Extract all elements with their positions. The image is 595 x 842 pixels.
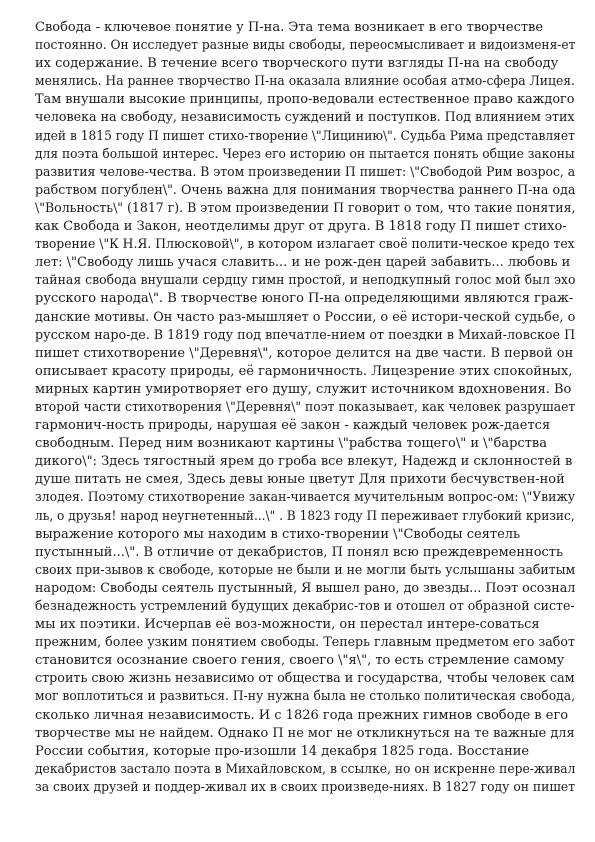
text-line: русского народа\". В творчестве юного П-на определяющими являются граж- — [35, 291, 574, 307]
text-line: прежним, более узким понятием свободы. Теперь главным предметом его забот — [35, 635, 575, 651]
text-line: выражение которого мы находим в стихо-творении \"Свободы сеятель — [35, 526, 521, 542]
text-line: постоянно. Он исследует разные виды свободы, переосмысливает и видоизменя-ет — [35, 38, 576, 54]
text-line: мы их поэтики. Исчерпав её воз-можности, он перестал интере-соваться — [35, 617, 540, 633]
text-line: менялись. На раннее творчество П-на оказала влияние особая атмо-сфера Лицея. — [35, 74, 575, 90]
text-line: лет: \"Свободу лишь учася славить... и не рож-ден царей забавить... любовь и — [35, 255, 571, 271]
text-line: идей в 1815 году П пишет стихо-творение \"Лицинию\". Судьба Рима представляет — [35, 128, 575, 144]
text-line: второй части стихотворения \"Деревня\" поэт показывает, как человек разрушает — [35, 399, 576, 415]
text-line: народом: Свободы сеятель пустынный, Я вышел рано, до звезды... Поэт осознал — [35, 580, 576, 596]
text-line: мог воплотиться и развиться. П-ну нужна была не столько политическая свобода, — [35, 689, 575, 705]
text-line: человека на свободу, независимость суждений и поступков. Под влиянием этих — [35, 110, 575, 126]
text-line: декабристов застало поэта в Михайловском, в ссылке, но он искренне пере-живал — [35, 761, 576, 777]
text-line: рабством погублен\". Очень важна для понимания творчества раннего П-на ода — [35, 182, 576, 198]
text-line: творение \"К Н.Я. Плюсковой\", в котором излагает своё полити-ческое кредо тех — [35, 237, 575, 253]
text-line: пустынный...\". В отличие от декабристов, П понял всю преждевременность — [35, 544, 564, 560]
document-body — [35, 19, 575, 797]
text-line: Там внушали высокие принципы, пропо-ведовали естественное право каждого — [35, 92, 575, 108]
text-line: Свобода - ключевое понятие у П-на. Эта тема возникает в его творчестве — [35, 20, 544, 35]
text-line: мирных картин умиротворяет его душу, служит источником вдохновения. Во — [35, 381, 572, 397]
text-line: пишет стихотворение \"Деревня\", которое делится на две части. В первой он — [35, 345, 574, 361]
text-line: дикого\": Здесь тягостный ярем до гроба все влекут, Надежд и склонностей в — [35, 454, 573, 470]
text-line: как Свобода и Закон, неотделимы друг от друга. В 1818 году П пишет стихо- — [35, 219, 567, 235]
text-line: своих при-зывов к свободе, которые не были и не могли быть услышаны забитым — [35, 562, 576, 578]
text-line: становится осознание своего гения, своего \"я\", то есть стремление самому — [35, 653, 565, 669]
text-line: гармонич-ность природы, нарушая её закон - каждый человек рож-дается — [35, 418, 551, 434]
text-line: их содержание. В течение всего творческого пути взгляды П-на на свободу — [35, 56, 559, 72]
text-line: ль, о друзья! народ неугнетенный...\" . В 1823 году П переживает глубокий кризис, — [35, 508, 575, 524]
text-line: душе питать не смея, Здесь девы юные цветут Для прихоти бесчувствен-ной — [35, 472, 565, 488]
text-line: безнадежность устремлений будущих декабрис-тов и отошел от образной систе- — [35, 599, 575, 614]
text-line: России события, которые про-изошли 14 декабря 1825 года. Восстание — [35, 743, 530, 759]
text-line: \"Вольность\" (1817 г). В этом произведении П говорит о том, что такие понятия, — [35, 200, 576, 216]
text-line: данские мотивы. Он часто раз-мышляет о России, о её истори-ческой судьбе, о — [35, 309, 576, 325]
text-line: русском наро-де. В 1819 году под впечатле-нием от поездки в Михай-ловское П — [35, 327, 576, 343]
text-line: за своих друзей и поддер-живал их в своих произведе-ниях. В 1827 году он пишет — [35, 779, 576, 795]
text-line: тайная свобода внушали сердцу гимн простой, и неподкупный голос мой был эхо — [35, 273, 576, 289]
text-line: для поэта большой интерес. Через его историю он пытается понять общие законы — [35, 146, 575, 162]
text-line: сколько личная независимость. И с 1826 года прежних гимнов свободе в его — [35, 707, 569, 723]
text-line: злодея. Поэтому стихотворение закан-чивается мучительным вопрос-ом: \"Увижу — [35, 490, 576, 506]
text-line: строить свою жизнь независимо от общества и государства, чтобы человек сам — [35, 671, 575, 687]
text-line: творчестве мы не найдем. Однако П не мог не откликнуться на те важные для — [35, 725, 575, 741]
text-line: развития челове-чества. В этом произведении П пишет: \"Свободой Рим возрос, а — [35, 164, 576, 180]
text-line: описывает красоту природы, её гармоничность. Лицезрение этих спокойных, — [35, 363, 573, 379]
text-line: свободным. Перед ним возникают картины \"рабства тощего\" и \"барства — [35, 436, 547, 452]
